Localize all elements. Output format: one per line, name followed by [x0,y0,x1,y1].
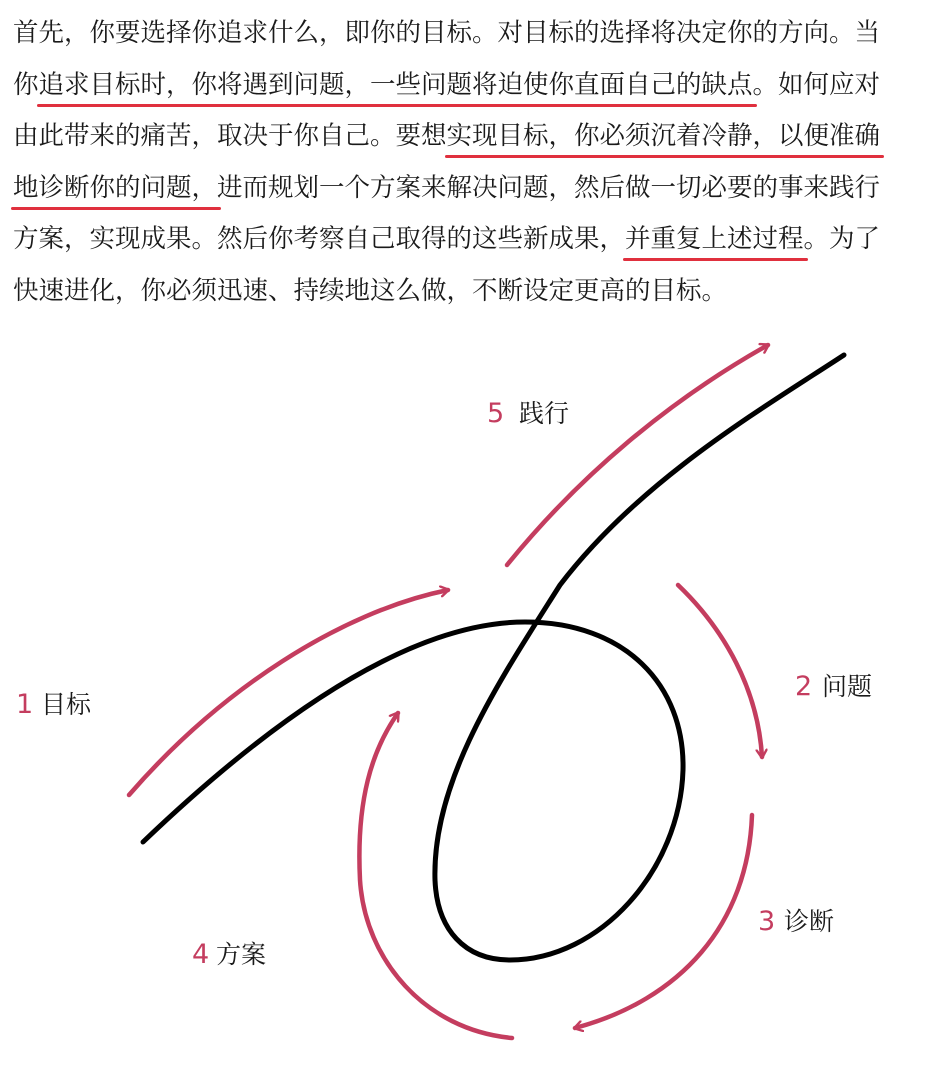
step-text: 目标 [41,690,92,719]
step-1-label [16,689,92,720]
underlined-phrase: 追求目标时，你将遇到问题，一些问题将迫使你直面自己的缺点 [38,69,753,100]
step-2-label [795,671,872,702]
underlined-phrase: 地诊断你的问题， [13,172,218,203]
text-segment: 方案，实现成果。然后你考察自己取得的这些新成果， [13,224,626,254]
step-3-label [758,906,834,937]
text-segment: 。为了 [803,224,881,254]
step-text: 问题 [822,672,873,701]
step-number: 1 [16,689,34,720]
step-5-label [487,398,569,429]
step-number: 2 [795,671,813,702]
text-segment: 首先，你要选择你追求什么，即你的目标。对目标的选择将决定你的方向。当 [13,18,881,48]
step-text: 诊断 [784,907,835,936]
text-segment: 进而规划一个方案来解决问题，然后做一切必要的事来践行 [217,172,881,203]
step-number: 3 [758,906,776,937]
step-text: 方案 [216,940,267,969]
step-number: 4 [192,939,210,970]
loop-curve [143,355,844,960]
step-number: 5 [487,398,505,429]
underlined-phrase: 实现目标，你必须沉着冷静，以便准确 [446,121,881,151]
underlined-phrase: 并重复上述过程 [625,224,804,254]
step-4-label [192,939,266,970]
text-segment: 。如何应对 [752,69,881,100]
arrow-execute-onward [507,345,768,565]
step-text: 践行 [519,399,570,428]
text-segment: 由此带来的痛苦，取决于你自己。要想 [13,121,447,151]
text-segment: 快速进化，你必须迅速、持续地这么做，不断设定更高的目标。 [13,275,728,306]
text-segment: 你 [13,69,39,100]
arrow-problem-to-diagnosis [678,585,762,757]
arrow-goal-to-problem [129,590,448,795]
